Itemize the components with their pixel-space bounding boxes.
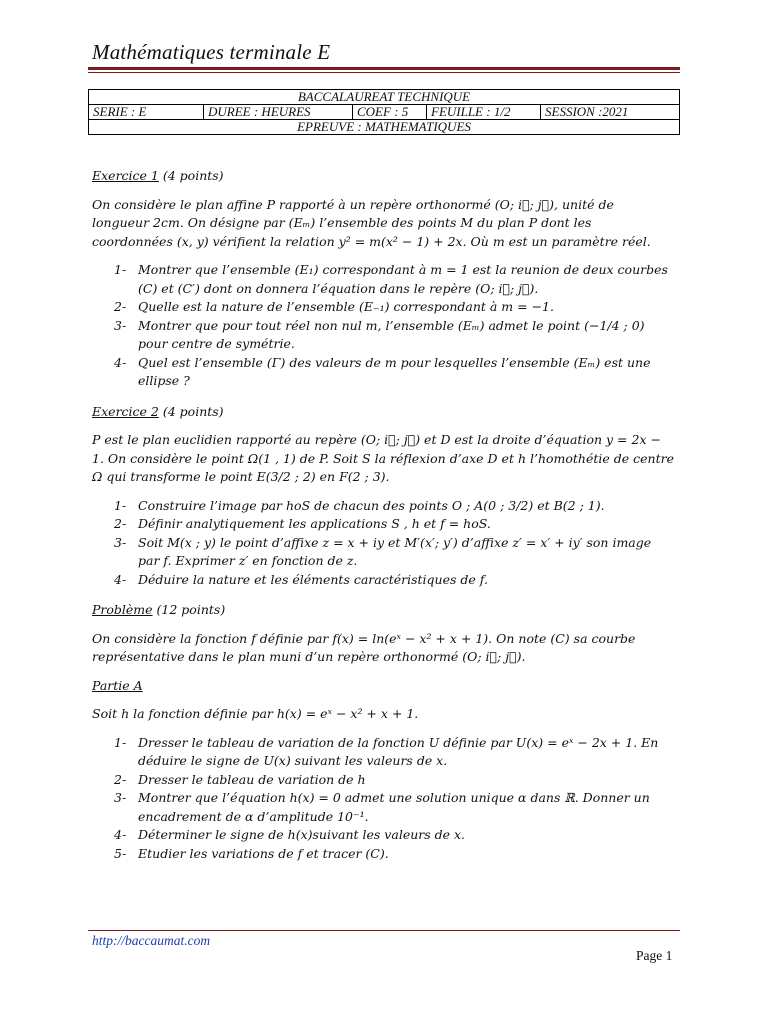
exam-type-cell: BACCALAUREAT TECHNIQUE xyxy=(89,90,680,105)
problem-questions xyxy=(92,734,674,864)
exercise-2-heading xyxy=(92,403,674,422)
question-item: 3- Montrer que pour tout réel non nul m, l’ensemble (Eₘ) admet le point (−1/4 ; 0) pour centre de symétrie. xyxy=(114,317,645,351)
exercise-1-heading xyxy=(92,167,674,186)
question-item: 1- Dresser le tableau de variation de la fonction U définie par U(x) = eˣ − 2x + 1. En déduire le signe de U(x) suivant les valeurs de x. xyxy=(114,734,659,768)
h-definition: Soit h la fonction définie par h(x) = eˣ − x² + x + 1. xyxy=(92,706,419,721)
question-item: 1- Construire l’image par hoS de chacun des points O ; A(0 ; 3/2) et B(2 ; 1). xyxy=(114,497,605,513)
exercise-2-intro: P est le plan euclidien rapporté au repère (O; i⃗; j⃗) et D est la droite d’équation y = 2x − 1. On considère le point Ω(1 , 1) de P. Soit S la réflexion d’axe D et h l’homothétie de centre Ω qui transforme le point E(3/2 ; 2) en F(2 ; 3). xyxy=(92,432,674,484)
exercise-2-questions xyxy=(92,497,674,590)
exam-content xyxy=(92,167,674,875)
epreuve-cell: EPREUVE : MATHEMATIQUES xyxy=(89,120,680,135)
exercise-1-points: (4 points) xyxy=(162,168,224,183)
question-item: 2- Dresser le tableau de variation de h xyxy=(114,771,366,787)
question-item: 3- Soit M(x ; y) le point d’affixe z = x + iy et M′(x′; y′) d’affixe z′ = x′ + iy′ son image par f. Exprimer z′ en fonction de z. xyxy=(114,534,652,568)
question-item: 5- Etudier les variations de f et tracer (C). xyxy=(114,845,389,861)
exercise-2-points: (4 points) xyxy=(162,403,224,419)
exercise-2-title: Exercice 2 xyxy=(92,403,159,419)
session-cell: SESSION :2021 xyxy=(541,105,680,120)
question-item: 2- Quelle est la nature de l’ensemble (E₋₁) correspondant à m = −1. xyxy=(114,299,554,314)
question-item: 4- Déterminer le signe de h(x)suivant les valeurs de x. xyxy=(114,827,466,842)
feuille-cell: FEUILLE : 1/2 xyxy=(427,105,541,120)
page-number: Page 1 xyxy=(636,948,673,963)
question-item: 3- Montrer que l’équation h(x) = 0 admet une solution unique α dans ℝ. Donner un encadrement de α d’amplitude 10⁻¹. xyxy=(114,790,650,824)
problem-heading xyxy=(92,601,674,620)
problem-points: (12 points) xyxy=(156,602,226,617)
problem-title: Problème xyxy=(92,602,153,617)
footer-rule xyxy=(88,930,680,931)
part-a-heading xyxy=(92,677,674,696)
question-item: 4- Quel est l’ensemble (Γ) des valeurs de m pour lesquelles l’ensemble (Eₘ) est une ellipse ? xyxy=(114,354,651,388)
problem-intro: On considère la fonction f définie par f(x) = ln(eˣ − x² + x + 1). On note (C) sa courbe représentative dans le plan muni d’un repère orthonormé (O; i⃗; j⃗). xyxy=(92,630,636,664)
serie-cell: SERIE : E xyxy=(89,105,204,120)
exercise-1-intro: On considère le plan affine P rapporté à un repère orthonormé (O; i⃗; j⃗), unité de longueur 2cm. On désigne par (Eₘ) l’ensemble des points M du plan P dont les coordonnées (x, y) vérifient la relation y² = m(x² − 1) + 2x. Où m est un paramètre réel. xyxy=(92,196,651,249)
header-rule-thin xyxy=(88,72,680,73)
header-rule-thick xyxy=(88,67,680,70)
question-item: 2- Définir analytiquement les applications S , h et f = hoS. xyxy=(114,516,491,531)
exercise-1-questions xyxy=(92,261,674,391)
duree-cell: DUREE : HEURES xyxy=(204,105,353,120)
coef-cell: COEF : 5 xyxy=(353,105,427,120)
page-header-title: Mathématiques terminale E xyxy=(92,40,331,64)
question-item: 4- Déduire la nature et les éléments caractéristiques de f. xyxy=(114,571,488,587)
question-item: 1- Montrer que l’ensemble (E₁) correspondant à m = 1 est la reunion de deux courbes (C) et (C′) dont on donnera l’équation dans le repère (O; i⃗; j⃗). xyxy=(114,262,668,296)
exam-info-table xyxy=(88,89,680,135)
exercise-1-title: Exercice 1 xyxy=(92,168,159,183)
footer-website-link[interactable]: http://baccaumat.com xyxy=(92,933,211,948)
part-a-title: Partie A xyxy=(92,677,143,693)
